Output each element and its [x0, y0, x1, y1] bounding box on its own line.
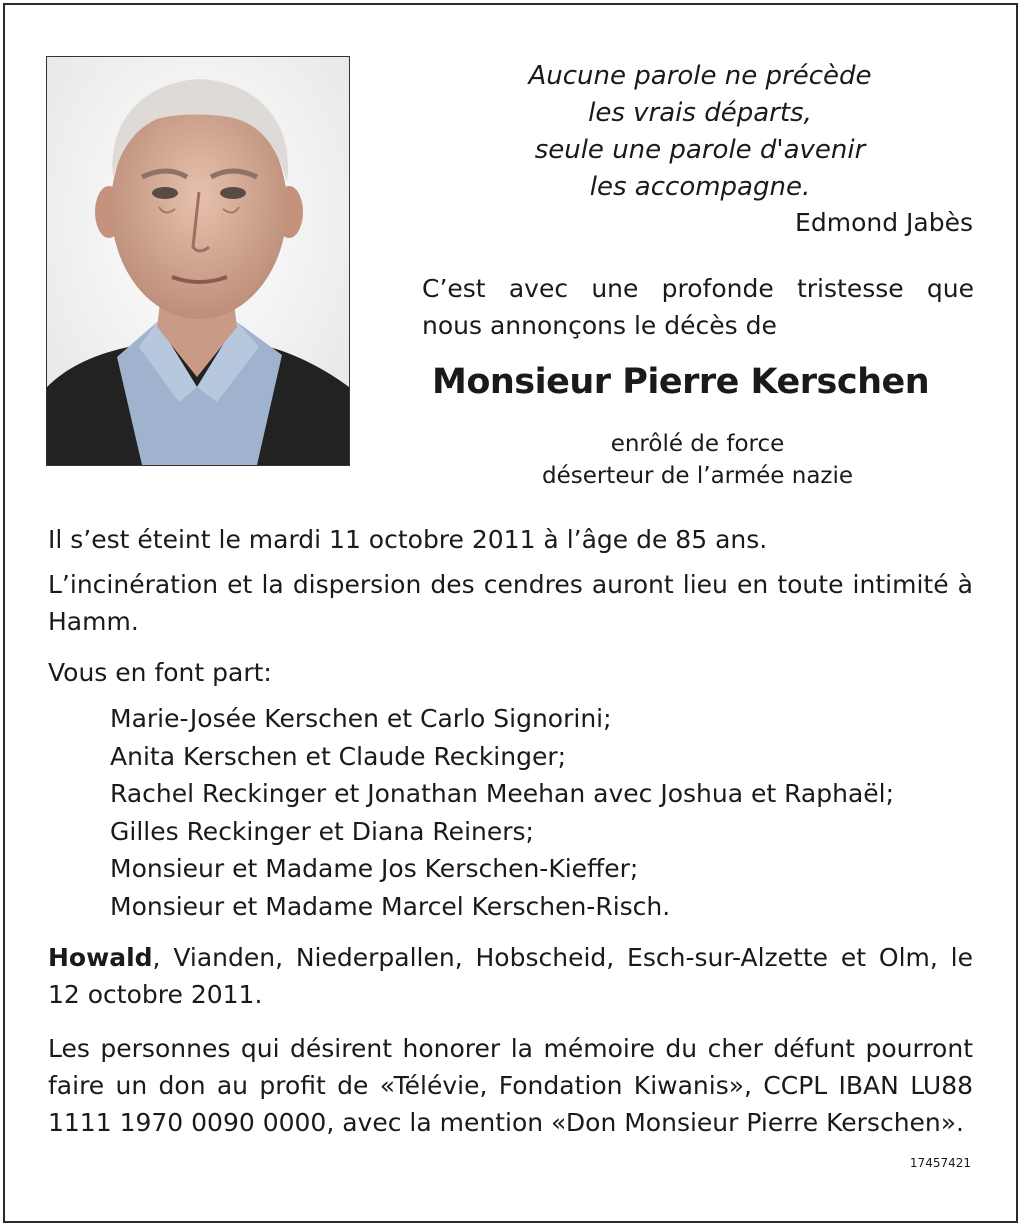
intro-line: nous annonçons le décès de	[422, 311, 777, 340]
quote-author: Edmond Jabès	[795, 208, 973, 237]
list-item: Monsieur et Madame Marcel Kerschen-Risch.	[110, 891, 671, 921]
quote-line: les vrais départs,	[588, 98, 812, 128]
epigraph-quote	[440, 58, 960, 206]
ceremony-notice: L’incinération et la dispersion des cendres auront lieu en toute intimité à Hamm.	[48, 570, 973, 636]
death-notice: Il s’est éteint le mardi 11 octobre 2011 à l’âge de 85 ans.	[48, 525, 768, 554]
list-item: Anita Kerschen et Claude Reckinger;	[110, 741, 567, 771]
subtitle-line: enrôlé de force	[610, 431, 785, 457]
list-item: Monsieur et Madame Jos Kerschen-Kieffer;	[110, 854, 639, 883]
announcement-intro	[422, 270, 974, 344]
list-item: Marie-Josée Kerschen et Carlo Signorini;	[110, 704, 612, 733]
quote-line: seule une parole d'avenir	[534, 135, 866, 165]
family-list	[110, 700, 980, 925]
place-date	[48, 939, 973, 1013]
place-bold: Howald	[48, 943, 153, 972]
reference-number: 17457421	[909, 1156, 971, 1170]
deceased-subtitle	[490, 428, 905, 492]
place-rest: , Vianden, Niederpallen, Hobscheid, Esch-sur-Alzette et Olm, le 12 octobre 2011.	[48, 943, 973, 1009]
intro-line: C’est avec une profonde tristesse que	[422, 274, 974, 303]
quote-line: Aucune parole ne précède	[528, 61, 872, 91]
quote-line: les accompagne.	[589, 172, 811, 202]
family-heading: Vous en font part:	[48, 658, 272, 687]
subtitle-line: déserteur de l’armée nazie	[541, 463, 854, 489]
list-item: Rachel Reckinger et Jonathan Meehan avec Joshua et Raphaël;	[110, 779, 895, 808]
portrait-photo	[46, 56, 350, 466]
deceased-name: Monsieur Pierre Kerschen	[432, 362, 930, 402]
list-item: Gilles Reckinger et Diana Reiners;	[110, 816, 534, 846]
donation-notice: Les personnes qui désirent honorer la mémoire du cher défunt pourront faire un don au profit de «Télévie, Fondation Kiwanis», CCPL IBAN LU88 1111 1970 0090 0000, avec la mention «Don Monsieur Pierre Kerschen».	[48, 1034, 973, 1137]
